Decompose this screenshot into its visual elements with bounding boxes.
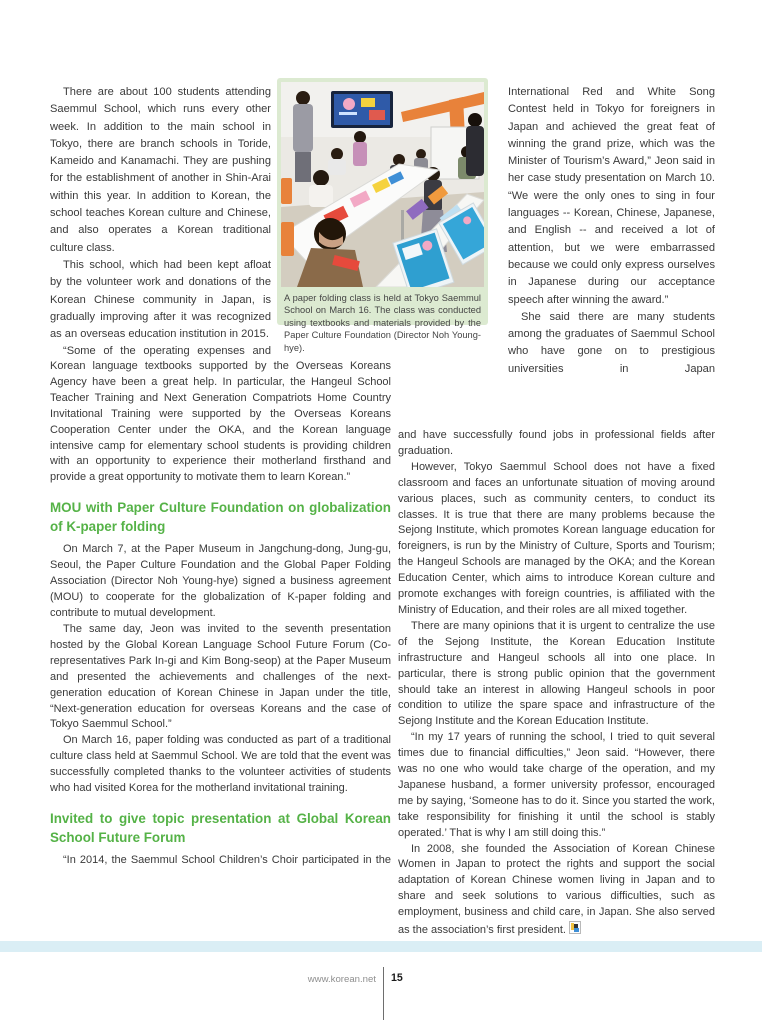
paragraph: This school, which had been kept afloat by the volunteer work and donations of the Korean Chinese community in Japan, is gradually improving after it was recognized as an overseas education institution in 2015. — [50, 258, 271, 341]
classroom-photo-illustration — [281, 82, 484, 287]
section-heading-mou: MOU with Paper Culture Foundation on globalization of K-paper folding — [50, 500, 391, 534]
paragraph-start: “Some of the operating expenses and — [63, 345, 271, 358]
paragraph-start: She said there are many students among the graduates of Saemmul School who have gone on to prestigious universities in Japan — [508, 310, 715, 375]
paragraph-start: “In 2014, the Saemmul School Children’s Choir participated in the — [63, 854, 391, 867]
left-narrow-column — [50, 84, 271, 361]
paragraph-text: In 2008, she founded the Association of Korean Chinese Women in Japan to protect the rights and support the social adaptation of Korean Chinese women living in Japan and to share and seek solutions to various difficulties, such as employment, business and child care, in Japan. She also served as the association’s first president. — [398, 842, 715, 937]
paragraph-continuation: Korean language textbooks supported by the Overseas Koreans Agency have been a great help. In particular, the Hangeul School Teacher Training and Next Generation Compatriots Home Country Invitational Training were supported by the Overseas Koreans Cooperation Center under the OKA, and the Korean language intensive camp for elementary school students is providing children with an opportunity to experience their motherland firsthand and provide a great opportunity to motivate them to learn Korean.” — [50, 360, 391, 484]
photo-caption: A paper folding class is held at Tokyo Saemmul School on March 16. The class was conducted using textbooks and materials provided by the Paper Culture Foundation (Director Noh Young-hye). — [284, 293, 481, 353]
right-wide-column — [398, 428, 715, 939]
paragraph: “In my 17 years of running the school, I tried to quit several times due to financial difficulties,” Jeon said. “However, there was no one who would take charge of the operation, and my Japanese husband, a former university professor, encouraged me by saying, ‘Someone has to do it. Since you started the work, take responsibility for finishing it until the school is stably operated.’ That is why I am still doing this.” — [398, 731, 715, 839]
footer-divider-line — [383, 967, 384, 1020]
footer-page-number: 15 — [391, 972, 403, 984]
paragraph-continuation: and have successfully found jobs in professional fields after graduation. — [398, 429, 715, 457]
paragraph — [398, 842, 715, 939]
paragraph: There are about 100 students attending Saemmul School, which runs every other week. In addition to the main school in Tokyo, there are branch schools in Toride, Kameido and Kanamachi. They are pushing for the establishment of another in Shin-Arai within this year. In addition to Korean, the school teaches Korean culture and Chinese, and also operates a Korean traditional culture class. — [50, 86, 271, 254]
right-narrow-column — [508, 84, 715, 378]
paragraph: On March 7, at the Paper Museum in Jangchung-dong, Jung-gu, Seoul, the Paper Culture Foundation and the Global Paper Folding Association (Director Noh Young-hye) signed a business agreement (MOU) to cooperate for the globalization of K-paper folding and contribute to mutual development. — [50, 543, 391, 620]
photo-box — [277, 78, 488, 353]
footer-site-url: www.korean.net — [307, 974, 376, 985]
paragraph: On March 16, paper folding was conducted as part of a traditional culture class held at Saemmul School. We are told that the event was successfully completed thanks to the volunteer activities of students who had visited Korea for the motherland invitational training. — [50, 734, 391, 795]
paragraph: There are many opinions that it is urgent to centralize the use of the Sejong Institute, the Korean Education Institute infrastructure and Hangeul schools all into one place. In particular, there is strong public opinion that the government should take an interest in allowing Hangeul schools in poor condition to utilize the spare space and infrastructure of the Sejong Institute and the Korean Education Institute. — [398, 619, 715, 728]
section-heading-forum: Invited to give topic presentation at Global Korean School Future Forum — [50, 810, 391, 845]
classroom-photo — [281, 82, 484, 287]
left-wide-column — [50, 359, 391, 869]
paragraph: However, Tokyo Saemmul School does not have a fixed classroom and faces an unfortunate situation of moving around various places, such as community centers, to conduct its classes. It is true that there are many problems because the Sejong Institute, which promotes Korean language education for foreigners, is run by the Ministry of Culture, Sports and Tourism; the Hangeul Schools are managed by the OKA; and the Korean Education Center, which aims to introduce Korean culture and promote exchanges with foreign countries, is affiliated with the Ministry of Education, and their roles are all mixed together. — [398, 460, 715, 616]
korean-net-endmark-icon — [569, 921, 581, 934]
paragraph: The same day, Jeon was invited to the seventh presentation hosted by the Global Korean Language School Future Forum (Co-representatives Park In-gi and Kim Bong-seop) at the Paper Museum and presented the achievements and challenges of the next-generation education of Korean Chinese in Japan under the title, “Next-generation education for overseas Koreans and the case of Tokyo Saemmul School.” — [50, 622, 391, 731]
footer-accent-bar — [0, 941, 762, 952]
paragraph: International Red and White Song Contest held in Tokyo for foreigners in Japan and achieved the great feat of winning the grand prize, which was the Minister of Tourism’s Award,” Jeon said in her case study presentation on March 10. “We were the only ones to sing in four languages -- Korean, Chinese, Japanese, and English -- and received a lot of attention, but we were embarrassed because we could only express ourselves in Japanese during our acceptance speech after winning the award.” — [508, 86, 715, 306]
